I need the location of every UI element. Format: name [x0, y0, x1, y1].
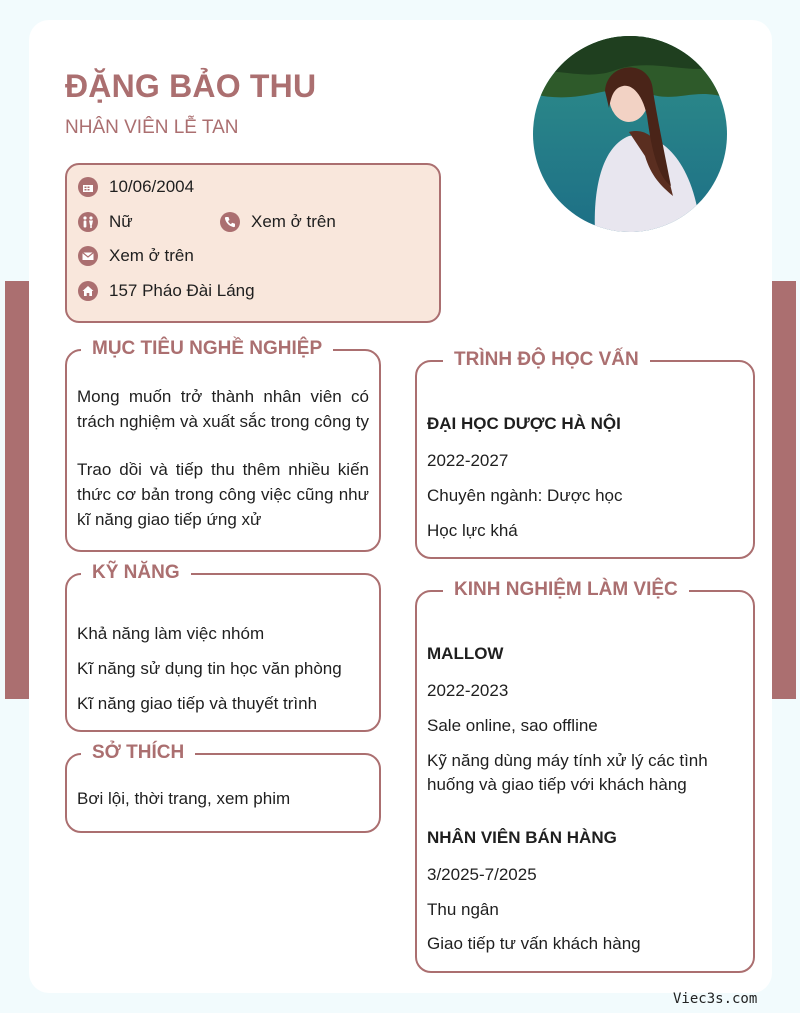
skills-title: KỸ NĂNG [81, 561, 191, 585]
gender-value: Nữ [109, 212, 133, 231]
objective-paragraph-2: Trao dồi và tiếp thu thêm nhiều kiến thức cơ bản trong công việc cũng như kĩ năng giao tiếp ứng xử [77, 460, 369, 529]
education-section [415, 349, 755, 559]
hobbies-section [65, 742, 381, 833]
calendar-icon [78, 177, 98, 197]
phone-icon [220, 212, 240, 232]
education-major: Chuyên ngành: Dược học [427, 486, 623, 505]
hobbies-title: SỞ THÍCH [81, 741, 195, 765]
objective-paragraph-1: Mong muốn trở thành nhân viên có trách nghiệm và xuất sắc trong công ty [77, 387, 369, 431]
job-2-detail: Thu ngân [427, 900, 499, 919]
watermark: Viec3s.com [673, 991, 758, 1007]
left-side-band [5, 281, 29, 699]
avatar [533, 36, 727, 232]
experience-title: KINH NGHIỆM LÀM VIỆC [443, 578, 689, 602]
job-1-detail: Kỹ năng dùng máy tính xử lý các tình huống và giao tiếp với khách hàng [427, 751, 708, 794]
contact-address [78, 281, 255, 301]
skill-item: Kĩ năng sử dụng tin học văn phòng [77, 659, 342, 678]
skill-item: Kĩ năng giao tiếp và thuyết trình [77, 694, 318, 713]
candidate-name: ĐẶNG BẢO THU [65, 68, 317, 104]
job-1-company: MALLOW [427, 644, 504, 663]
objective-section [65, 338, 381, 552]
envelope-icon [78, 246, 98, 266]
education-years: 2022-2027 [427, 451, 509, 470]
contact-phone [220, 212, 336, 232]
email-value: Xem ở trên [109, 246, 194, 265]
skills-section [65, 562, 381, 732]
job-2-company: NHÂN VIÊN BÁN HÀNG [427, 828, 617, 847]
right-side-band [772, 281, 796, 699]
home-icon [78, 281, 98, 301]
job-1-period: 2022-2023 [427, 681, 509, 700]
education-school: ĐẠI HỌC DƯỢC HÀ NỘI [427, 414, 621, 433]
job-1-detail: Sale online, sao offline [427, 716, 598, 735]
address-value: 157 Pháo Đài Láng [109, 281, 255, 300]
job-title: NHÂN VIÊN LỄ TAN [65, 117, 239, 138]
experience-section [415, 579, 755, 973]
education-title: TRÌNH ĐỘ HỌC VẤN [443, 348, 650, 372]
birthday-value: 10/06/2004 [109, 177, 195, 196]
skill-item: Khả năng làm việc nhóm [77, 624, 265, 643]
contact-email [78, 246, 194, 266]
hobbies-text: Bơi lội, thời trang, xem phim [77, 789, 291, 808]
phone-value: Xem ở trên [251, 212, 336, 231]
contact-gender [78, 212, 133, 232]
contact-birthday [78, 177, 194, 197]
education-grade: Học lực khá [427, 521, 518, 540]
job-2-period: 3/2025-7/2025 [427, 865, 537, 884]
job-2-detail: Giao tiếp tư vấn khách hàng [427, 934, 641, 953]
gender-icon [78, 212, 98, 232]
objective-title: MỤC TIÊU NGHỀ NGHIỆP [81, 337, 333, 361]
contact-info-box [65, 163, 441, 323]
